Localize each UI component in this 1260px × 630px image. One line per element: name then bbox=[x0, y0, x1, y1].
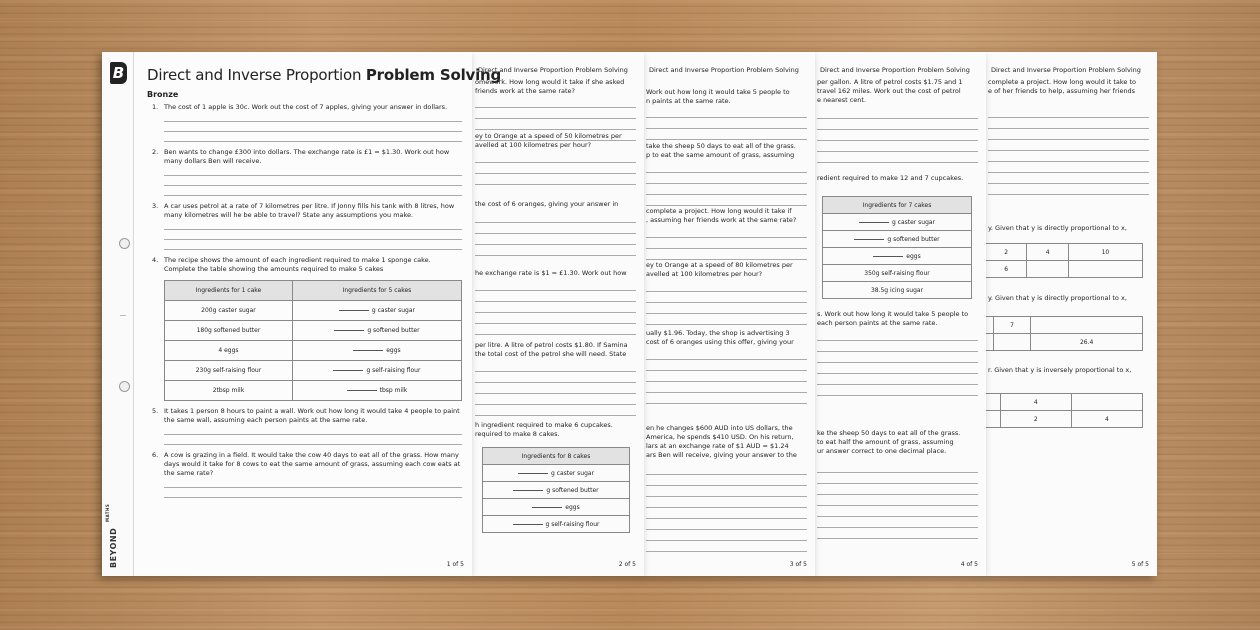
question-text: ually $1.96. Today, the shop is advertising 3 bbox=[646, 329, 790, 337]
brand-text: BEYOND bbox=[109, 527, 118, 568]
answer-lines bbox=[646, 349, 807, 404]
question-text: ars Ben will receive, giving your answer to the bbox=[646, 451, 797, 459]
question-1: 1. The cost of 1 apple is 30c. Work out the cost of 7 apples, giving your answer in dollars. bbox=[147, 103, 462, 142]
table-header: Ingredients for 1 cake bbox=[165, 281, 293, 301]
answer-lines bbox=[475, 212, 636, 256]
table-cell: 38.5g icing sugar bbox=[823, 282, 972, 299]
ingredients-table-7-cakes bbox=[822, 196, 972, 299]
table-header: Ingredients for 7 cakes bbox=[823, 197, 972, 214]
answer-lines bbox=[646, 107, 807, 140]
ingredients-table bbox=[164, 280, 462, 401]
table-cell: 26.4 bbox=[1031, 334, 1143, 351]
page-title: Direct and Inverse Proportion Problem Solving bbox=[147, 66, 502, 84]
question-text: Work out how long it would take 5 people to bbox=[646, 88, 790, 96]
question-text: p to eat the same amount of grass, assuming bbox=[646, 151, 795, 159]
question-text: complete a project. How long would it take if bbox=[646, 207, 792, 215]
table-cell: g softened butter bbox=[546, 486, 599, 494]
question-text: y. Given that y is directly proportional to x, bbox=[988, 294, 1127, 302]
table-cell: 2 bbox=[986, 244, 1027, 261]
page-title: Direct and Inverse Proportion Problem Solving bbox=[649, 66, 799, 74]
question-text: complete a project. How long would it take to bbox=[988, 78, 1136, 86]
table-row: 230g self-raising flour g self-raising flour bbox=[165, 361, 462, 381]
question-text: to eat half the amount of grass, assuming bbox=[817, 438, 954, 446]
answer-lines bbox=[646, 464, 807, 552]
answer-lines bbox=[646, 162, 807, 206]
question-text: the total cost of the petrol she will need. State bbox=[475, 350, 627, 358]
question-text: the cost of 6 oranges, giving your answer in bbox=[475, 200, 619, 208]
page-title: Direct and Inverse Proportion Problem Solving bbox=[991, 66, 1141, 74]
question-4: 4. The recipe shows the amount of each ingredient required to make 1 sponge cake. Complete the table showing the amounts required to make 5 cakes Ingredients for 1 cake Ingredients for 5 cakes 200g caster sugar g caster sugar 180g softened butter g softened butter 4 eggs eggs 230g self-raising flour g self-raising flour 2tbsp milk tbsp milk bbox=[147, 256, 462, 401]
question-6: 6. A cow is grazing in a field. It would take the cow 40 days to eat all of the grass. How many days would it take for 8 cows to eat the same amount of grass, assuming each cow eats at the same rate? bbox=[147, 451, 462, 498]
table-cell: g softened butter bbox=[887, 235, 940, 243]
table-cell: 10 bbox=[1068, 244, 1142, 261]
question-text: he exchange rate is $1 = £1.30. Work out how bbox=[475, 269, 627, 277]
table-cell: g caster sugar bbox=[891, 218, 936, 226]
question-text: e nearest cent. bbox=[817, 96, 867, 104]
question-text: omework. How long would it take if she asked bbox=[475, 78, 625, 86]
table-cell: 4 bbox=[1000, 394, 1071, 411]
worksheet-page-4 bbox=[814, 52, 986, 576]
question-text: h ingredient required to make 6 cupcakes. bbox=[475, 421, 613, 429]
table-header: Ingredients for 5 cakes bbox=[292, 281, 461, 301]
question-text: r. Given that y is inversely proportional to x, bbox=[988, 366, 1132, 374]
fold-mark bbox=[120, 315, 126, 316]
table-cell: g caster sugar bbox=[550, 469, 595, 477]
question-text: America, he spends $410 USD. On his return, bbox=[646, 433, 794, 441]
table-cell: 6 bbox=[986, 261, 1027, 278]
page-number: 5 of 5 bbox=[1131, 561, 1149, 568]
punch-hole bbox=[119, 238, 130, 249]
worksheet-page-2 bbox=[472, 52, 644, 576]
table-header: Ingredients for 8 cakes bbox=[483, 448, 630, 465]
question-3: 3. A car uses petrol at a rate of 7 kilometres per litre. If Jonny fills his tank with 8 litres, how many kilometres will he be able to travel? State any assumptions you make. bbox=[147, 202, 462, 250]
page-title: Direct and Inverse Proportion Problem Solving bbox=[820, 66, 970, 74]
worksheet-page-1 bbox=[102, 52, 502, 576]
brand-mark bbox=[106, 488, 130, 568]
question-text: s. Work out how long it would take 5 people to bbox=[817, 310, 969, 318]
question-2: 2. Ben wants to change £300 into dollars. The exchange rate is £1 = $1.30. Work out how many dollars Ben will receive. bbox=[147, 148, 462, 196]
proportion-table-c bbox=[985, 393, 1143, 428]
level-label: Bronze bbox=[147, 90, 179, 99]
question-text: per gallon. A litre of petrol costs $1.75 and 1 bbox=[817, 78, 963, 86]
answer-lines bbox=[817, 108, 978, 163]
answer-lines bbox=[817, 462, 978, 539]
question-text: e of her friends to help, assuming her friends bbox=[988, 87, 1136, 95]
page-number: 3 of 5 bbox=[789, 561, 807, 568]
answer-lines bbox=[475, 152, 636, 185]
question-text: each person paints at the same rate. bbox=[817, 319, 938, 327]
question-text: y. Given that y is directly proportional to x, bbox=[988, 224, 1127, 232]
question-text: ur answer correct to one decimal place. bbox=[817, 447, 947, 455]
question-text: travel 162 miles. Work out the cost of petrol bbox=[817, 87, 961, 95]
table-row: 4 eggs eggs bbox=[165, 341, 462, 361]
punch-hole bbox=[119, 381, 130, 392]
table-row: 2tbsp milk tbsp milk bbox=[165, 381, 462, 401]
page-number: 1 of 5 bbox=[446, 561, 464, 568]
question-text: per litre. A litre of petrol costs $1.80. If Samina bbox=[475, 341, 628, 349]
table-cell: 4 bbox=[1027, 244, 1068, 261]
table-row: 180g softened butter g softened butter bbox=[165, 321, 462, 341]
question-text: avelled at 100 kilometres per hour? bbox=[475, 141, 592, 149]
page-number: 2 of 5 bbox=[618, 561, 636, 568]
question-text: n paints at the same rate. bbox=[646, 97, 731, 105]
question-text: avelled at 100 kilometres per hour? bbox=[646, 270, 763, 278]
worksheet-page-5 bbox=[985, 52, 1157, 576]
binding-rail bbox=[102, 52, 134, 576]
proportion-table-b bbox=[985, 316, 1143, 351]
table-cell: 7 bbox=[993, 317, 1031, 334]
question-text: cost of 6 oranges using this offer, giving your bbox=[646, 338, 794, 346]
question-text: ey to Orange at a speed of 50 kilometres per bbox=[475, 132, 622, 140]
brand-subtext: MATHS bbox=[105, 503, 110, 522]
table-cell: g self-raising flour bbox=[545, 520, 600, 528]
table-cell: 2 bbox=[1000, 411, 1071, 428]
answer-lines bbox=[646, 281, 807, 325]
table-cell: eggs bbox=[906, 252, 921, 260]
page-title: Direct and Inverse Proportion Problem Solving bbox=[478, 66, 628, 74]
question-text: , assuming her friends work at the same rate? bbox=[646, 216, 797, 224]
table-row: 200g caster sugar g caster sugar bbox=[165, 301, 462, 321]
question-text: redient required to make 12 and 7 cupcakes. bbox=[817, 174, 964, 182]
answer-lines bbox=[817, 330, 978, 396]
question-text: take the sheep 50 days to eat all of the grass. bbox=[646, 142, 796, 150]
answer-lines bbox=[988, 107, 1149, 195]
question-text: lars at an exchange rate of $1 AUD = $1.24 bbox=[646, 442, 789, 450]
question-text: en he changes $600 AUD into US dollars, the bbox=[646, 424, 793, 432]
question-text: ey to Orange at a speed of 80 kilometres per bbox=[646, 261, 793, 269]
page-number: 4 of 5 bbox=[960, 561, 978, 568]
answer-lines bbox=[646, 227, 807, 260]
beyond-logo: B bbox=[110, 62, 127, 84]
table-cell: eggs bbox=[565, 503, 580, 511]
question-text: friends work at the same rate? bbox=[475, 87, 576, 95]
answer-lines bbox=[475, 361, 636, 416]
answer-lines bbox=[475, 280, 636, 335]
question-text: required to make 8 cakes. bbox=[475, 430, 560, 438]
worksheet-page-3 bbox=[643, 52, 815, 576]
proportion-table-a bbox=[985, 243, 1143, 278]
question-5: 5. It takes 1 person 8 hours to paint a wall. Work out how long it would take 4 people to paint the same wall, assuming each person paints at the same rate. bbox=[147, 407, 462, 445]
ingredients-table-8-cakes bbox=[482, 447, 630, 533]
table-cell: 350g self-raising flour bbox=[823, 265, 972, 282]
table-cell: 4 bbox=[1071, 411, 1142, 428]
question-text: ke the sheep 50 days to eat all of the grass. bbox=[817, 429, 961, 437]
